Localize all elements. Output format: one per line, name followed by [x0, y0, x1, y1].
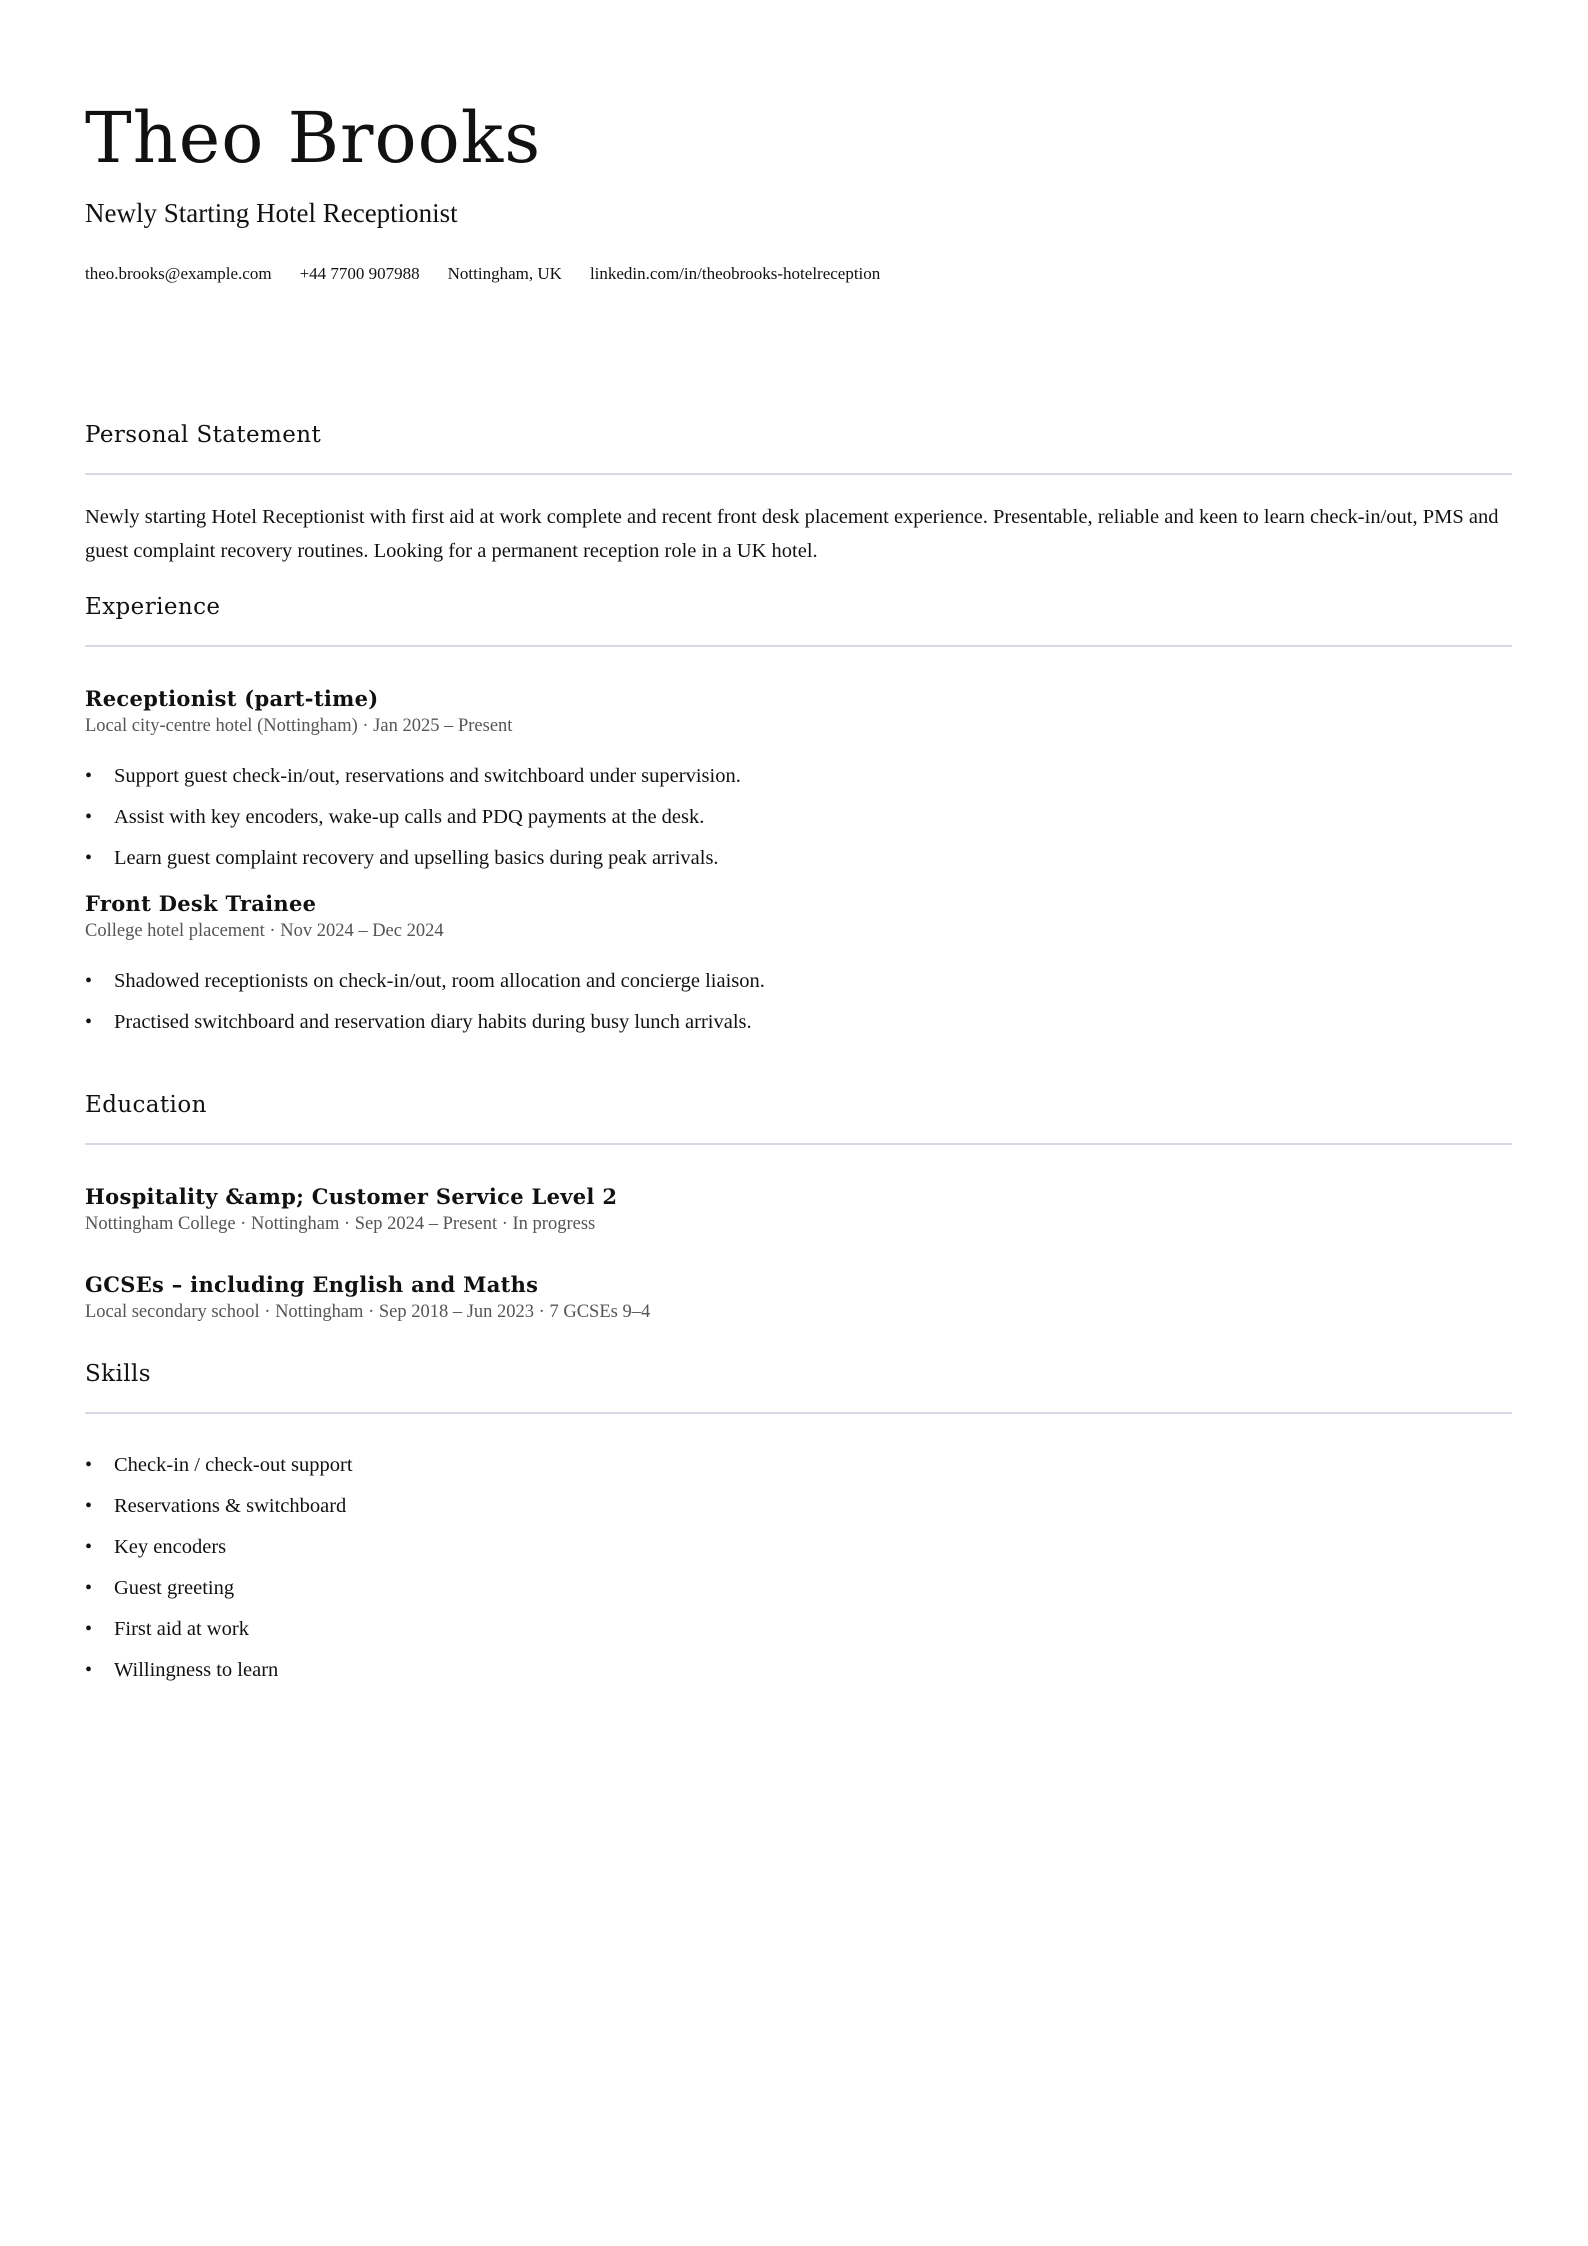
section-divider [85, 1412, 1512, 1414]
education-entry [85, 1183, 1512, 1237]
bullet-icon: • [85, 847, 93, 869]
contact-location: Nottingham, UK [447, 264, 562, 283]
skill-item: • Key encoders [85, 1527, 1512, 1568]
personal-statement-text: Newly starting Hotel Receptionist with first aid at work complete and recent front desk placement experience. Presentable, reliable and keen to learn check-in/out, PMS and guest complaint recovery routines. Looking for a permanent reception role in a UK hotel. [85, 506, 1499, 562]
section-experience [85, 592, 1512, 1043]
section-divider [85, 645, 1512, 647]
bullet-icon: • [85, 1011, 93, 1033]
bullet-icon: • [85, 806, 93, 828]
job-entry [85, 685, 1512, 879]
section-title: Education [85, 1092, 207, 1118]
section-skills [85, 1359, 1512, 1691]
list-item: • Shadowed receptionists on check-in/out, room allocation and concierge liaison. [85, 961, 1512, 1002]
bullet-icon: • [85, 1659, 93, 1681]
skill-item: • Guest greeting [85, 1568, 1512, 1609]
contact-email[interactable]: theo.brooks@example.com [85, 264, 272, 283]
job-entry [85, 890, 1512, 1043]
contact-line [85, 262, 880, 286]
job-title: Front Desk Trainee [85, 891, 317, 916]
section-personal-statement [85, 420, 1512, 568]
bullet-icon: • [85, 1618, 93, 1640]
job-title: Receptionist (part-time) [85, 686, 379, 711]
skill-item: • First aid at work [85, 1609, 1512, 1650]
skill-item: • Check-in / check-out support [85, 1445, 1512, 1486]
skill-item: • Willingness to learn [85, 1650, 1512, 1691]
candidate-name: Theo Brooks [85, 97, 542, 179]
bullet-icon: • [85, 1454, 93, 1476]
section-title: Skills [85, 1361, 151, 1387]
education-meta: Local secondary school · Nottingham · Sep 2018 – Jun 2023 · 7 GCSEs 9–4 [85, 1302, 651, 1322]
skills-list [85, 1445, 1512, 1691]
list-item: • Learn guest complaint recovery and upselling basics during peak arrivals. [85, 838, 1512, 879]
job-meta: Local city-centre hotel (Nottingham) · Jan 2025 – Present [85, 716, 513, 736]
section-title: Experience [85, 594, 221, 620]
list-item: • Assist with key encoders, wake-up calls and PDQ payments at the desk. [85, 797, 1512, 838]
job-bullets [85, 756, 1512, 879]
education-title: Hospitality &amp; Customer Service Level 2 [85, 1184, 618, 1209]
section-title: Personal Statement [85, 422, 322, 448]
job-meta: College hotel placement · Nov 2024 – Dec 2024 [85, 921, 444, 941]
education-meta: Nottingham College · Nottingham · Sep 2024 – Present · In progress [85, 1214, 596, 1234]
skill-item: • Reservations & switchboard [85, 1486, 1512, 1527]
bullet-icon: • [85, 970, 93, 992]
bullet-icon: • [85, 1577, 93, 1599]
bullet-icon: • [85, 1536, 93, 1558]
bullet-icon: • [85, 765, 93, 787]
contact-linkedin[interactable]: linkedin.com/in/theobrooks-hotelreception [589, 264, 881, 283]
contact-phone[interactable]: +44 7700 907988 [299, 264, 420, 283]
job-bullets [85, 961, 1512, 1043]
list-item: • Support guest check-in/out, reservations and switchboard under supervision. [85, 756, 1512, 797]
section-divider [85, 473, 1512, 475]
list-item: • Practised switchboard and reservation diary habits during busy lunch arrivals. [85, 1002, 1512, 1043]
section-education [85, 1090, 1512, 1325]
candidate-headline: Newly Starting Hotel Receptionist [85, 198, 458, 228]
bullet-icon: • [85, 1495, 93, 1517]
education-title: GCSEs – including English and Maths [85, 1272, 539, 1297]
section-divider [85, 1143, 1512, 1145]
education-entry [85, 1271, 1512, 1325]
